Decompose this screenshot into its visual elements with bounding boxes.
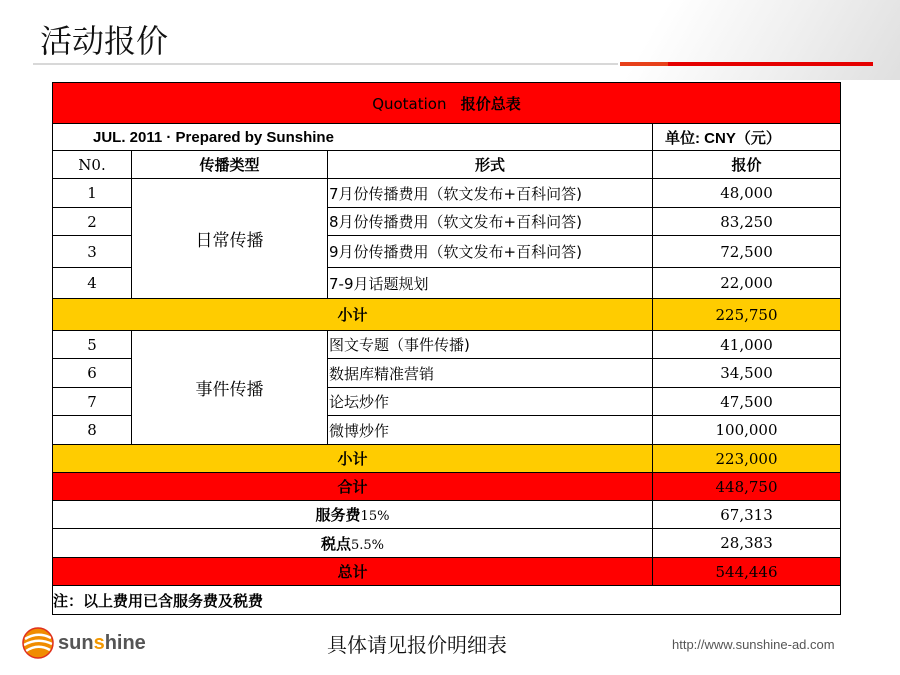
row-price: 41,000	[653, 331, 841, 359]
subtotal-label: 小计	[53, 445, 653, 473]
col-header-form: 形式	[328, 151, 653, 179]
subtotal-row	[53, 445, 841, 473]
row-price: 47,500	[653, 388, 841, 416]
row-price: 100,000	[653, 416, 841, 445]
row-no: 2	[53, 208, 132, 236]
col-header-price: 报价	[653, 151, 841, 179]
total-value: 544,446	[653, 558, 841, 586]
header-cn: 报价总表	[460, 94, 521, 113]
corner-decoration	[600, 0, 900, 80]
row-no: 1	[53, 179, 132, 208]
subtotal-value: 225,750	[653, 299, 841, 331]
website-url: http://www.sunshine-ad.com	[672, 637, 835, 652]
fee-note: 注：以上费用已含服务费及税费	[53, 586, 841, 615]
total-row	[53, 558, 841, 586]
row-form: 8月份传播费用（软文发布+百科问答)	[328, 208, 653, 236]
subtotal-label: 小计	[53, 299, 653, 331]
service-label: 服务费	[315, 506, 361, 524]
group-type-event: 事件传播	[132, 331, 328, 445]
row-form: 数据库精准营销	[328, 359, 653, 388]
tax-label: 税点	[320, 534, 351, 553]
logo-wordmark	[58, 632, 146, 655]
subtotal-row	[53, 299, 841, 331]
table-header-row	[53, 83, 841, 124]
row-price: 22,000	[653, 268, 841, 299]
sunshine-logo-icon	[20, 625, 56, 665]
row-form: 图文专题（事件传播)	[328, 331, 653, 359]
row-price: 34,500	[653, 359, 841, 388]
row-no: 4	[53, 268, 132, 299]
title-accent-orange	[620, 62, 668, 66]
unit-label: 单位: CNY（元）	[653, 124, 841, 151]
tax-value: 28,383	[653, 529, 841, 558]
combined-value: 448,750	[653, 473, 841, 501]
slide-title: 活动报价	[40, 22, 169, 60]
combined-row	[53, 473, 841, 501]
row-form: 论坛炒作	[328, 388, 653, 416]
row-no: 5	[53, 331, 132, 359]
combined-label: 合计	[53, 473, 653, 501]
service-cell	[53, 501, 653, 529]
logo-mid: s	[93, 632, 105, 654]
footer-caption: 具体请见报价明细表	[327, 633, 507, 657]
table-row	[53, 331, 841, 359]
col-header-type: 传播类型	[132, 151, 328, 179]
logo-suffix: hine	[104, 632, 146, 654]
subtotal-value: 223,000	[653, 445, 841, 473]
row-no: 7	[53, 388, 132, 416]
row-no: 8	[53, 416, 132, 445]
prepared-by: JUL. 2011 · Prepared by Sunshine	[53, 124, 653, 151]
row-no: 3	[53, 236, 132, 268]
col-header-no: N0.	[53, 151, 132, 179]
note-row	[53, 586, 841, 615]
row-form: 7-9月话题规划	[328, 268, 653, 299]
total-label: 总计	[53, 558, 653, 586]
row-form: 微博炒作	[328, 416, 653, 445]
service-row	[53, 501, 841, 529]
title-rule	[33, 63, 618, 65]
tax-row	[53, 529, 841, 558]
tax-cell	[53, 529, 653, 558]
header-en: Quotation	[372, 94, 447, 113]
row-price: 83,250	[653, 208, 841, 236]
prepared-row	[53, 124, 841, 151]
service-value: 67,313	[653, 501, 841, 529]
row-form: 7月份传播费用（软文发布+百科问答)	[328, 179, 653, 208]
logo-prefix: sun	[58, 632, 94, 654]
service-rate: 15%	[360, 509, 390, 524]
row-no: 6	[53, 359, 132, 388]
column-header-row	[53, 151, 841, 179]
row-price: 72,500	[653, 236, 841, 268]
tax-rate: 5.5%	[350, 537, 385, 553]
row-form: 9月份传播费用（软文发布+百科问答)	[328, 236, 653, 268]
table-header	[53, 83, 841, 124]
quotation-table	[52, 82, 841, 615]
row-price: 48,000	[653, 179, 841, 208]
title-accent-red	[668, 62, 873, 66]
group-type-daily: 日常传播	[132, 179, 328, 299]
table-row	[53, 179, 841, 208]
